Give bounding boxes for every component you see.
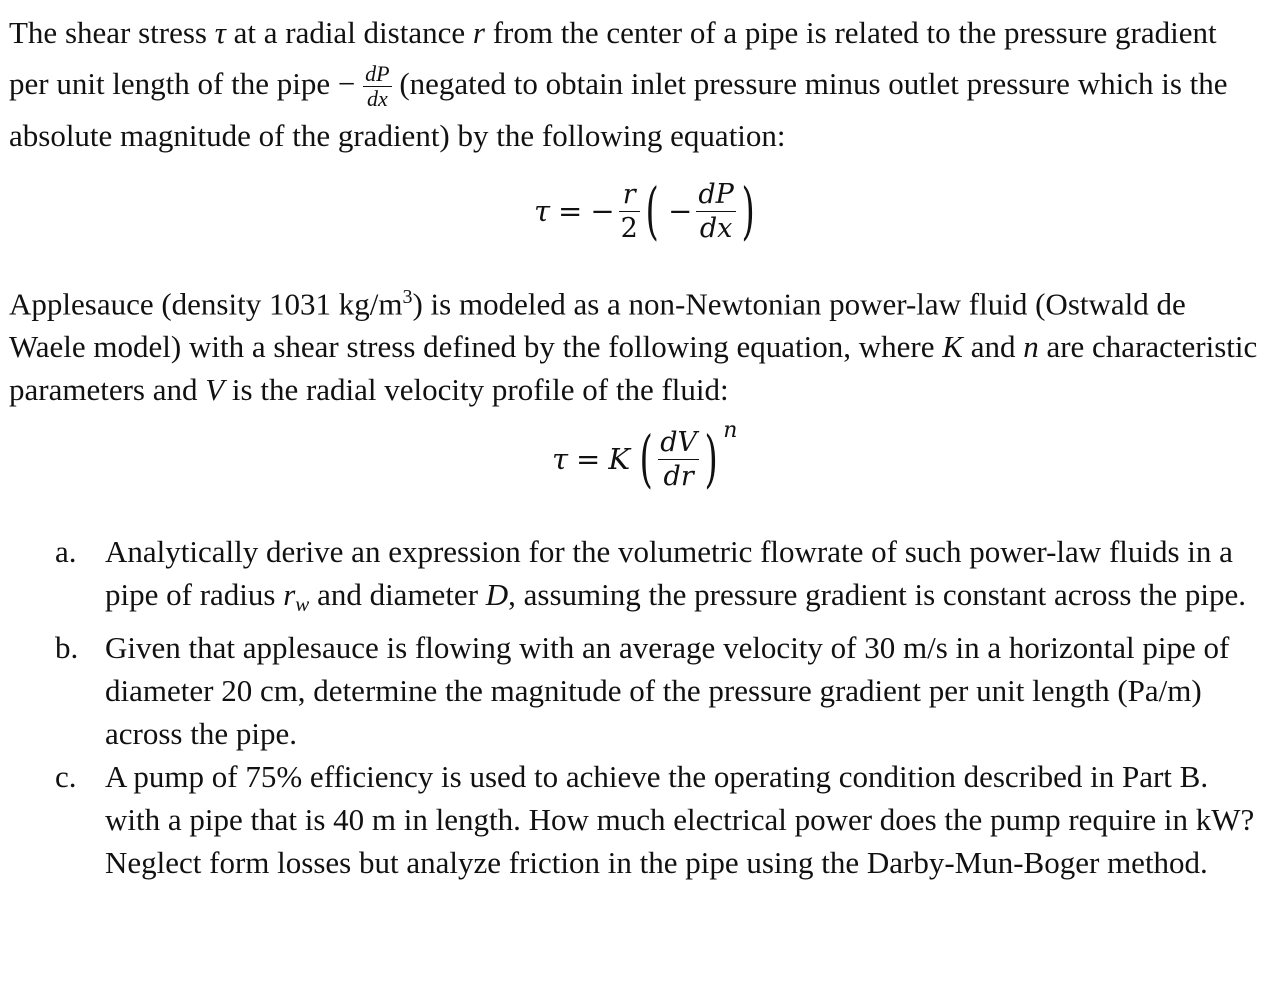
intro-text: The shear stress: [9, 15, 215, 50]
dp-dx-fraction: [696, 178, 735, 244]
fraction-denominator: dx: [699, 212, 733, 244]
applesauce-paragraph: [9, 276, 1259, 411]
k-symbol: K: [608, 441, 631, 476]
fraction-numerator: dP: [698, 178, 734, 210]
exponent-n: n: [723, 418, 738, 443]
question-text: , assuming the pressure gradient is constant across the pipe.: [508, 577, 1246, 612]
right-paren: ): [704, 422, 718, 495]
paragraph-text: is the radial velocity profile of the fluid:: [224, 372, 729, 408]
minus-sign: −: [590, 193, 615, 228]
inline-dp-dx-fraction: [363, 63, 391, 110]
equals-sign: =: [576, 441, 601, 476]
question-c: [0, 755, 1255, 884]
r-over-2-fraction: [619, 178, 640, 244]
intro-text: from the center of a pipe is related to the pressure gradient per unit length of the pipe: [9, 15, 1217, 101]
paragraph-text: Applesauce (density 1031 kg/m: [9, 286, 403, 322]
question-a: [0, 530, 1255, 626]
tau-symbol: τ: [552, 441, 569, 476]
paragraph-text: and: [962, 329, 1024, 365]
fraction-numerator: dV: [660, 426, 698, 458]
dv-dr-fraction: [658, 426, 699, 492]
intro-text: (negated to obtain inlet pressure minus outlet pressure which is the absolute magnitude of the gradient) by the following equation:: [9, 66, 1228, 154]
fraction-denominator: dx: [366, 86, 388, 112]
question-text: Analytically derive an expression for the volumetric flowrate of such power-law fluids in a pipe of radius: [105, 534, 1233, 612]
intro-text: at a radial distance: [225, 15, 473, 50]
subscript-w: w: [295, 592, 310, 616]
intro-paragraph: [9, 7, 1259, 161]
fraction-denominator: dr: [663, 460, 694, 492]
v-symbol: V: [205, 372, 225, 408]
superscript: 3: [402, 286, 413, 308]
question-b: [0, 626, 1255, 755]
fraction-denominator: 2: [620, 212, 638, 244]
equals-sign: =: [558, 193, 583, 228]
n-symbol: n: [1023, 329, 1039, 365]
left-paren: (: [639, 422, 653, 495]
question-list: [0, 530, 1271, 884]
list-marker: b.: [55, 630, 79, 665]
k-symbol: K: [942, 329, 963, 365]
tau-symbol: τ: [214, 15, 226, 50]
right-paren: ): [741, 174, 755, 247]
paragraph-text: are characteristic parameters and: [9, 329, 1258, 408]
r-symbol: r: [472, 15, 485, 50]
paragraph-text: ) is modeled as a non-Newtonian power-law fluid (Ostwald de Waele model) with a shear stress defined by the following equation, where: [9, 286, 1186, 365]
r-symbol: r: [283, 577, 296, 612]
list-marker: a.: [55, 534, 77, 569]
shear-stress-equation: [530, 174, 760, 247]
question-text: and diameter: [309, 577, 486, 612]
fraction-numerator: r: [619, 181, 640, 212]
minus-sign: −: [668, 193, 693, 228]
fraction-numerator: dP: [365, 61, 390, 87]
question-text: Given that applesauce is flowing with an average velocity of 30 m/s in a horizontal pipe of diameter 20 cm, determine the magnitude of the pressure gradient per unit length (Pa/m) across the pipe.: [105, 630, 1230, 751]
power-law-equation: [548, 418, 738, 495]
left-paren: (: [645, 174, 659, 247]
d-symbol: D: [485, 577, 509, 612]
list-marker: c.: [55, 759, 77, 794]
minus-sign: −: [337, 66, 356, 101]
question-text: A pump of 75% efficiency is used to achieve the operating condition described in Part B. with a pipe that is 40 m in length. How much electrical power does the pump require in kW? Neglect form losses but analyze friction in the pipe using the Darby-Mun-Boger method.: [105, 759, 1255, 880]
tau-symbol: τ: [534, 193, 551, 228]
